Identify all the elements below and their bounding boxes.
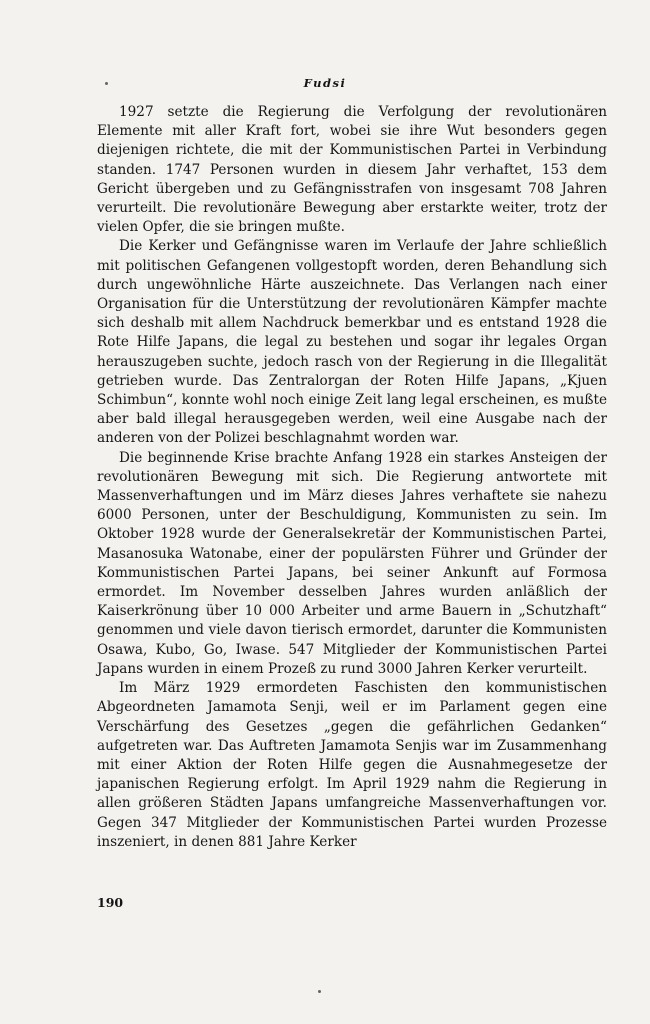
page-number: 190	[97, 895, 124, 910]
running-title: Fudsi	[303, 76, 347, 90]
body-text	[97, 103, 607, 852]
paragraph: Die beginnende Krise brachte Anfang 1928 ein starkes Ansteigen der revolutionären Bewegung mit sich. Die Regierung antwortete mit Massenverhaftungen und im März dieses Jahres verhaftete sie nahezu 6000 Personen, unter der Beschuldigung, Kommunisten zu sein. Im Oktober 1928 wurde der Generalsekretär der Kommunistischen Partei, Masanosuka Watonabe, einer der populärsten Führer und Gründer der Kommunistischen Partei Japans, bei seiner Ankunft auf Formosa ermordet. Im November desselben Jahres wurden anläßlich der Kaiserkrönung über 10 000 Arbeiter und arme Bauern in „Schutzhaft“ genommen und viele davon tierisch ermordet, darunter die Kommunisten Osawa, Kubo, Go, Iwase. 547 Mitglieder der Kommunistischen Partei Japans wurden in einem Prozeß zu rund 3000 Jahren Kerker verurteilt.	[97, 449, 607, 677]
paragraph: Im März 1929 ermordeten Faschisten den kommunistischen Abgeordneten Jamamota Senji, weil er im Parlament gegen eine Verschärfung des Gesetzes „gegen die gefährlichen Gedanken“ aufgetreten war. Das Auftreten Jamamota Senjis war im Zusammenhang mit einer Aktion der Roten Hilfe gegen die Ausnahmegesetze der japanischen Regierung erfolgt. Im April 1929 nahm die Regierung in allen größeren Städten Japans umfangreiche Massenverhaftungen vor. Gegen 347 Mitglieder der Kommunistischen Partei wurden Prozesse inszeniert, in denen 881 Jahre Kerker	[97, 680, 607, 850]
paragraph: Die Kerker und Gefängnisse waren im Verlaufe der Jahre schließlich mit politischen Gefangenen vollgestopft worden, deren Behandlung sich durch ungewöhnliche Härte auszeichnete. Das Verlangen nach einer Organisation für die Unterstützung der revolutionären Kämpfer machte sich deshalb mit allem Nachdruck bemerkbar und es entstand 1928 die Rote Hilfe Japans, die legal zu bestehen und sogar ihr legales Organ herauszugeben suchte, jedoch rasch von der Regierung in die Illegalität getrieben wurde. Das Zentralorgan der Roten Hilfe Japans, „Kjuen Schimbun“, konnte wohl noch einige Zeit lang legal erscheinen, es mußte aber bald illegal herausgegeben werden, weil eine Ausgabe nach der anderen von der Polizei beschlagnahmt worden war.	[97, 238, 607, 447]
paragraph: 1927 setzte die Regierung die Verfolgung der revolutionären Elemente mit aller Kraft fort, wobei sie ihre Wut besonders gegen diejenigen richtete, die mit der Kommunistischen Partei in Verbindung standen. 1747 Personen wurden in diesem Jahr verhaftet, 153 dem Gericht übergeben und zu Gefängnisstrafen von insgesamt 708 Jahren verurteilt. Die revolutionäre Bewegung aber erstarkte weiter, trotz der vielen Opfer, die sie bringen mußte.	[97, 104, 607, 236]
ink-speck	[318, 990, 321, 993]
